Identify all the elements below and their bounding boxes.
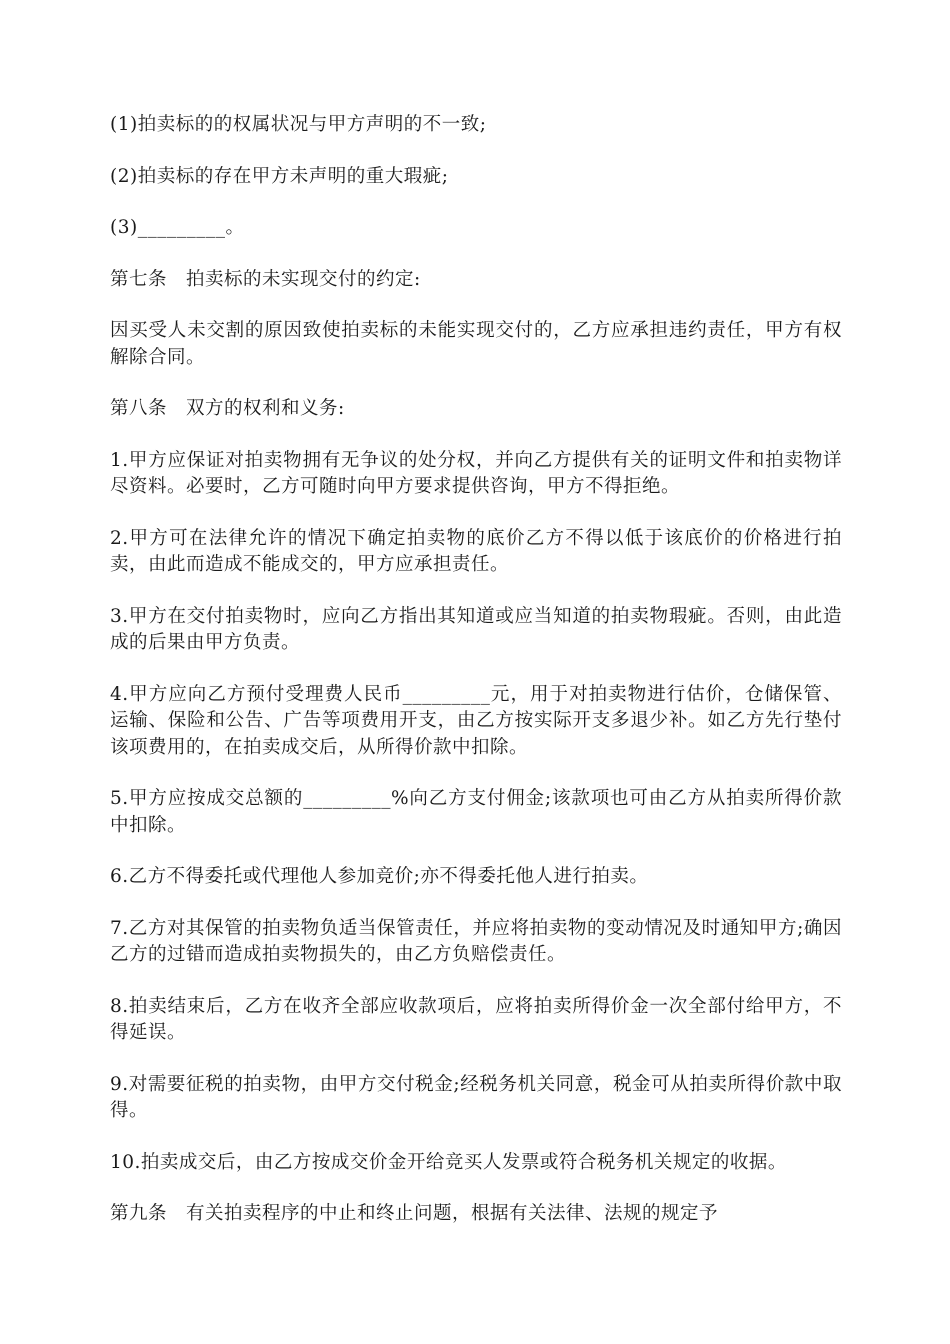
article-8-heading: 第八条 双方的权利和义务: — [110, 398, 345, 419]
article-8-item-3: 3.甲方在交付拍卖物时，应向乙方指出其知道或应当知道的拍卖物瑕疵。否则，由此造成的后果由甲方负责。 — [110, 605, 842, 653]
clause-item-1: (1)拍卖标的的权属状况与甲方声明的不一致; — [110, 114, 487, 135]
article-8-item-2: 2.甲方可在法律允许的情况下确定拍卖物的底价乙方不得以低于该底价的价格进行拍卖，由此而造成不能成交的，甲方应承担责任。 — [110, 527, 842, 575]
document-page — [110, 112, 842, 1253]
article-8-item-6: 6.乙方不得委托或代理他人参加竞价;亦不得委托他人进行拍卖。 — [110, 866, 649, 887]
article-8-item-8: 8.拍卖结束后，乙方在收齐全部应收款项后，应将拍卖所得价金一次全部付给甲方，不得延误。 — [110, 995, 842, 1043]
clause-item-3: (3)_________。 — [110, 217, 245, 238]
article-8-item-4: 4.甲方应向乙方预付受理费人民币_________元，用于对拍卖物进行估价，仓储保管、运输、保险和公告、广告等项费用开支，由乙方按实际开支多退少补。如乙方先行垫付该项费用的，在拍卖成交后，从所得价款中扣除。 — [110, 683, 842, 758]
article-8-item-5: 5.甲方应按成交总额的_________%向乙方支付佣金;该款项也可由乙方从拍卖所得价款中扣除。 — [110, 788, 842, 836]
article-7-heading: 第七条 拍卖标的未实现交付的约定: — [110, 268, 421, 290]
article-8-item-9: 9.对需要征税的拍卖物，由甲方交付税金;经税务机关同意，税金可从拍卖所得价款中取得。 — [110, 1073, 842, 1121]
article-9-heading: 第九条 有关拍卖程序的中止和终止问题，根据有关法律、法规的规定予 — [110, 1203, 719, 1224]
clause-item-2: (2)拍卖标的存在甲方未声明的重大瑕疵; — [110, 165, 449, 187]
article-8-item-7: 7.乙方对其保管的拍卖物负适当保管责任，并应将拍卖物的变动情况及时通知甲方;确因乙方的过错而造成拍卖物损失的，由乙方负赔偿责任。 — [110, 917, 842, 965]
article-8-item-1: 1.甲方应保证对拍卖物拥有无争议的处分权，并向乙方提供有关的证明文件和拍卖物详尽资料。必要时，乙方可随时向甲方要求提供咨询，甲方不得拒绝。 — [110, 449, 842, 497]
article-7-body: 因买受人未交割的原因致使拍卖标的未能实现交付的，乙方应承担违约责任，甲方有权解除合同。 — [110, 320, 842, 368]
article-8-item-10: 10.拍卖成交后，由乙方按成交价金开给竞买人发票或符合税务机关规定的收据。 — [110, 1151, 787, 1173]
